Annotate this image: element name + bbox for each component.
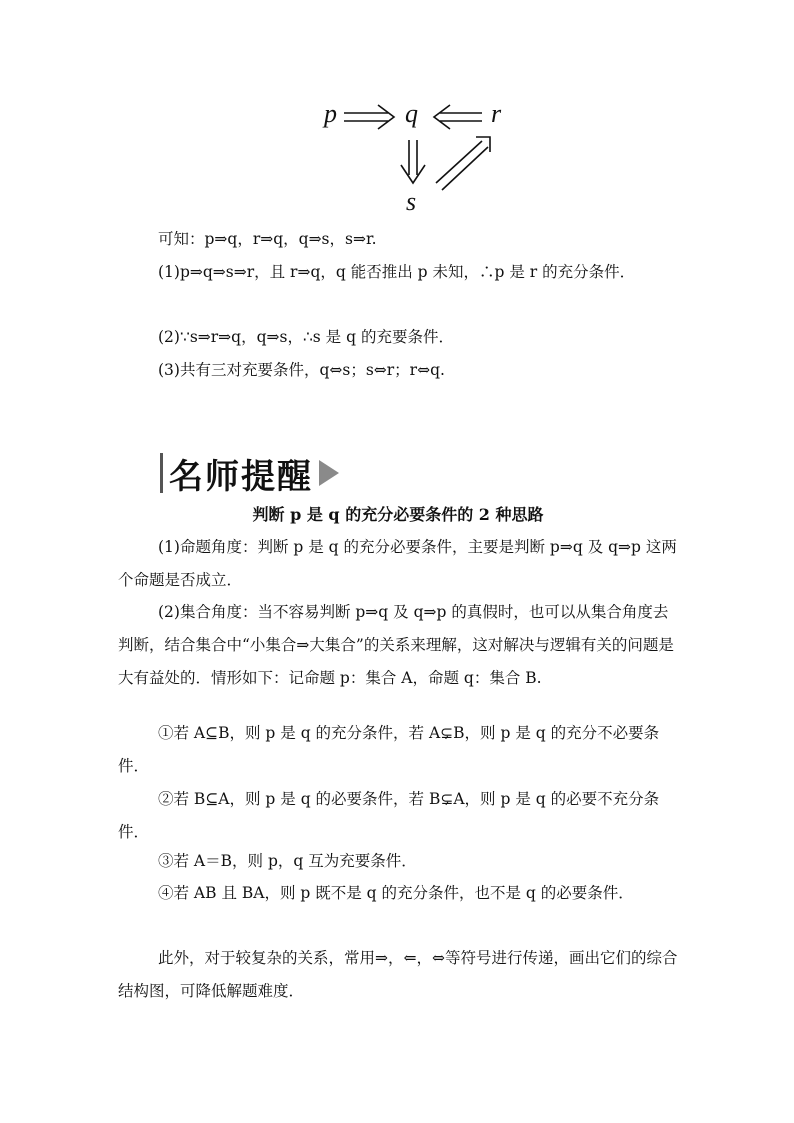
tip-paragraph-1: (1)命题角度：判断 p 是 q 的充分必要条件，主要是判断 p⇒q 及 q⇒p 这两个命题是否成立． [118, 538, 677, 589]
node-s: s [406, 187, 417, 216]
tip-case-4: ④若 AB 且 BA，则 p 既不是 q 的充分条件，也不是 q 的必要条件． [158, 884, 634, 902]
diagram-arrows [310, 95, 530, 220]
node-q: q [405, 99, 418, 128]
solution-part-3: (3)共有三对充要条件，q⇔s；s⇔r；r⇔q. [158, 361, 445, 379]
node-r: r [491, 99, 502, 128]
heading-bar [160, 453, 163, 493]
solution-part-1: (1)p⇒q⇒s⇒r，且 r⇒q，q 能否推出 p 未知，∴p 是 r 的充分条件． [158, 263, 636, 281]
tip-subtitle: 判断 p 是 q 的充分必要条件的 2 种思路 [252, 505, 544, 524]
implication-diagram [310, 95, 530, 220]
tip-paragraph-2: (2)集合角度：当不容易判断 p⇒q 及 q⇒p 的真假时，也可以从集合角度去判断，结合集合中“小集合⇒大集合”的关系来理解，这对解决与逻辑有关的问题是大有益处的．情形如下：记命题 p：集合 A，命题 q：集合 B. [118, 603, 674, 687]
arrow-r-to-q [434, 105, 482, 129]
arrow-p-to-q [344, 105, 394, 129]
tip-heading-text: 名师提醒 [169, 456, 313, 497]
solution-part-2: (2)∵s⇒r⇒q，q⇒s，∴s 是 q 的充要条件． [158, 328, 454, 346]
tip-paragraph-3: 此外，对于较复杂的关系，常用⇒，⇐，⇔等符号进行传递，画出它们的综合结构图，可降低解题难度． [118, 949, 678, 1000]
tip-case-2: ②若 B⊆A，则 p 是 q 的必要条件，若 B⊊A，则 p 是 q 的必要不充分条件． [118, 790, 660, 841]
tip-section-heading [160, 452, 339, 497]
node-p: p [324, 99, 337, 128]
arrow-q-to-s [401, 140, 425, 183]
tip-case-3: ③若 A＝B，则 p，q 互为充要条件． [158, 852, 417, 870]
play-triangle-icon [319, 460, 339, 486]
solution-intro: 可知：p⇒q，r⇒q，q⇒s，s⇒r. [158, 230, 377, 248]
arrow-s-to-r [436, 137, 490, 190]
tip-case-1: ①若 A⊆B，则 p 是 q 的充分条件，若 A⊊B，则 p 是 q 的充分不必要条件． [118, 724, 660, 775]
